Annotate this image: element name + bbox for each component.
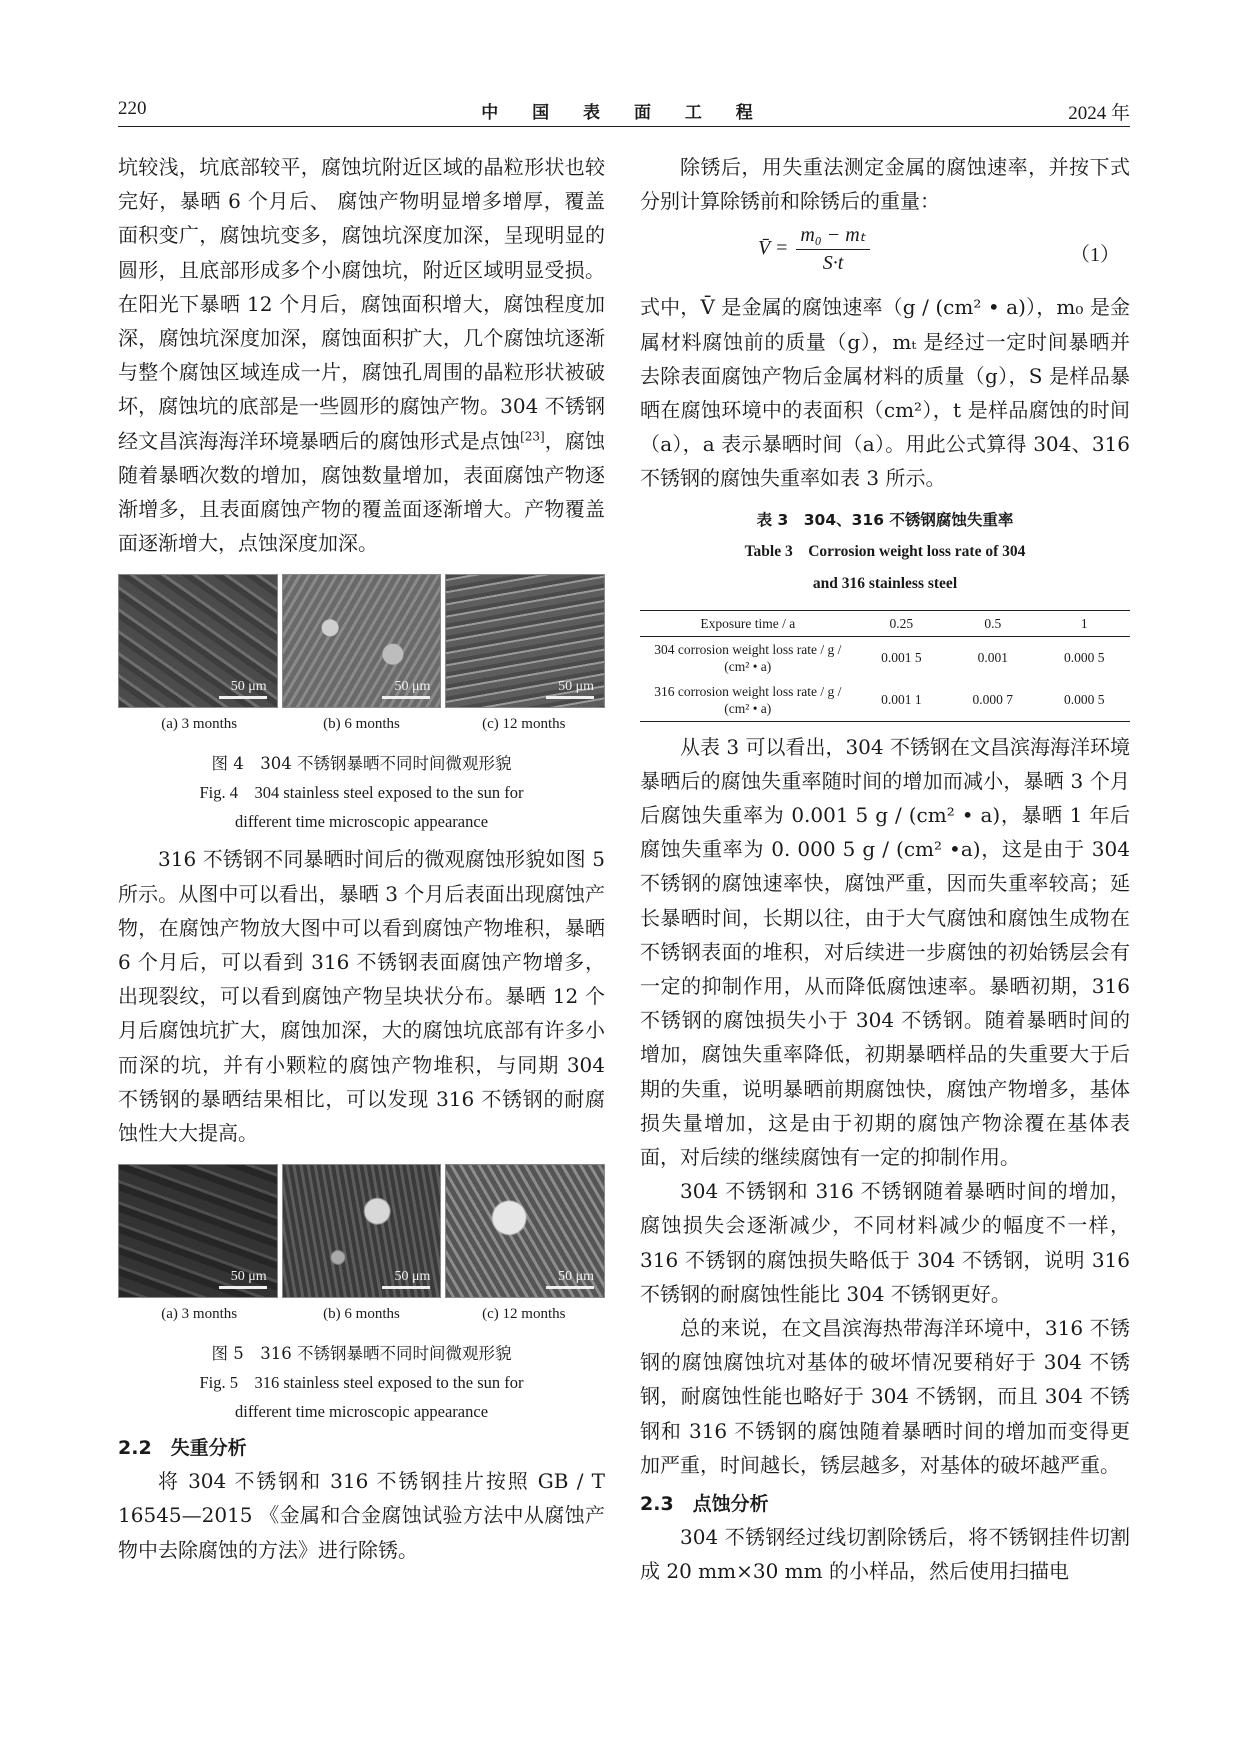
figure-4 (118, 574, 605, 836)
table-3 (640, 504, 1130, 722)
paragraph-table-analysis: 从表 3 可以看出，304 不锈钢在文昌滨海海洋环境暴晒后的腐蚀失重率随时间的增加而减小，暴晒 3 个月后腐蚀失重率为 0.001 5 g / (cm² • a)，暴晒 1 年后腐蚀失重率为 0. 000 5 g / (cm² •a)，这是由于 304 不锈钢的腐蚀速率快，腐蚀严重，因而失重率较高；延长暴晒时间，长期以往，由于大气腐蚀和腐蚀生成物在不锈钢表面的堆积，对后续进一步腐蚀的初始锈层会有一定的抑制作用，从而降低腐蚀速率。暴晒初期，316 不锈钢的腐蚀损失小于 304 不锈钢。随着暴晒时间的增加，腐蚀失重率降低，初期暴晒样品的失重要大于后期的失重，说明暴晒前期腐蚀快，腐蚀产物增多，基体损失量增加，这是由于初期的腐蚀产物涂覆在基体表面，对后续的继续腐蚀有一定的抑制作用。 (640, 734, 1130, 1170)
scale-bar (382, 1286, 430, 1289)
paragraph-pitting: 304 不锈钢经过线切割除锈后，将不锈钢挂件切割成 20 mm×30 mm 的小样品，然后使用扫描电 (640, 1525, 1130, 1584)
table-caption-en-2: and 316 stainless steel (812, 574, 958, 592)
table-cell: 0.000 5 (1064, 692, 1105, 708)
subcaption-b: (b) 6 months (323, 716, 400, 733)
scale-bar-label: 50 μm (230, 1269, 267, 1285)
scale-bar-label: 50 μm (230, 679, 267, 695)
scale-bar (219, 1286, 267, 1289)
subcaption-b: (b) 6 months (323, 1306, 400, 1323)
sem-image-304-6-months (282, 574, 442, 708)
subcaption-a: (a) 3 months (161, 1306, 238, 1323)
paragraph-weight-loss-method: 除锈后，用失重法测定金属的腐蚀速率，并按下式分别计算除锈前和除锈后的重量： (640, 155, 1130, 214)
paragraph-variable-definitions: 式中，V̄ 是金属的腐蚀速率（g / (cm² • a)），m₀ 是金属材料腐蚀前的质量（g），mₜ 是经过一定时间暴晒并去除表面腐蚀产物后金属材料的质量（g），S 是样品暴晒在腐蚀环境中的表面积（cm²），t 是样品腐蚀的时间（a），a 表示暴晒时间（a）。用此公式算得 304、316 不锈钢的腐蚀失重率如表 3 所示。 (640, 295, 1130, 491)
page-number: 220 (118, 98, 147, 119)
equation-fraction (796, 222, 869, 275)
section-heading-2-2: 2.2 失重分析 (118, 1437, 247, 1460)
table-cell: 0.000 5 (1064, 650, 1105, 666)
equation-number: （1） (1070, 244, 1120, 267)
right-column (640, 150, 1130, 1589)
citation-ref[interactable]: [23] (520, 428, 545, 443)
table-cell: 0.000 7 (972, 692, 1014, 708)
figure-5 (118, 1164, 605, 1426)
sem-image-316-12-months (445, 1164, 605, 1298)
figure-caption-en-1: Fig. 5 316 stainless steel exposed to the sun for (199, 1373, 524, 1393)
equation-denominator: S·t (822, 252, 844, 275)
scale-bar (382, 696, 430, 699)
sem-image-316-3-months (118, 1164, 278, 1298)
sem-image-304-3-months (118, 574, 278, 708)
table-caption-en-1: Table 3 Corrosion weight loss rate of 304 (744, 542, 1026, 560)
figure-caption-zh: 图 4 304 不锈钢暴晒不同时间微观形貌 (211, 754, 512, 774)
subcaption-a: (a) 3 months (161, 716, 238, 733)
paragraph-continued: 坑较浅，坑底部较平，腐蚀坑附近区域的晶粒形状也较完好，暴晒 6 个月后、 腐蚀产物明显增多增厚，覆盖面积变广，腐蚀坑变多，腐蚀坑深度加深，呈现明显的圆形，且底部形成多个小腐蚀坑，附近区域明显受损。在阳光下暴晒 12 个月后，腐蚀面积增大，腐蚀程度加深，腐蚀坑深度加深，腐蚀面积扩大，几个腐蚀坑逐渐与整个腐蚀区域连成一片，腐蚀孔周围的晶粒形状被破坏，腐蚀坑的底部是一些圆形的腐蚀产物。304 不锈钢经文昌滨海海洋环境暴晒后的腐蚀形式是点蚀[23]，腐蚀随着暴晒次数的增加，腐蚀数量增加，表面腐蚀产物逐渐增多，且表面腐蚀产物的覆盖面逐渐增大。产物覆盖面逐渐增大，点蚀深度加深。 (118, 155, 606, 556)
table-cell: 0.001 1 (881, 692, 922, 708)
paragraph-comparison: 304 不锈钢和 316 不锈钢随着暴晒时间的增加，腐蚀损失会逐渐减少，不同材料减少的幅度不一样，316 不锈钢的腐蚀损失略低于 304 不锈钢，说明 316 不锈钢的耐腐蚀性能比 304 不锈钢更好。 (640, 1179, 1130, 1306)
scale-bar-label: 50 μm (394, 1269, 431, 1285)
table-cell: 316 corrosion weight loss rate / g / (cm² • a) (654, 683, 842, 716)
paragraph-summary: 总的来说，在文昌滨海热带海洋环境中，316 不锈钢的腐蚀腐蚀坑对基体的破坏情况要稍好于 304 不锈钢，耐腐蚀性能也略好于 304 不锈钢，而且 304 不锈钢和 316 不锈钢的腐蚀随着暴晒时间的增加而变得更加严重，时间越长，锈层越多，对基体的破坏越严重。 (640, 1316, 1130, 1477)
table-header-cell: 1 (1080, 615, 1088, 631)
paragraph-316-morphology: 316 不锈钢不同暴晒时间后的微观腐蚀形貌如图 5 所示。从图中可以看出，暴晒 3 个月后表面出现腐蚀产物，在腐蚀产物放大图中可以看到腐蚀产物堆积，暴晒 6 个月后，可以看到 316 不锈钢表面腐蚀产物增多，出现裂纹，可以看到腐蚀产物呈块状分布。暴晒 12 个月后腐蚀坑扩大，腐蚀加深，大的腐蚀坑底部有许多小而深的坑，并有小颗粒的腐蚀产物堆积，与同期 304 不锈钢的暴晒结果相比，可以发现 316 不锈钢的耐腐蚀性大大提高。 (118, 847, 605, 1146)
figure-caption-en-1: Fig. 4 304 stainless steel exposed to the sun for (199, 783, 524, 803)
equation-numerator: m₀ − mₜ (796, 222, 869, 250)
running-header (118, 98, 1130, 127)
scale-bar-label: 50 μm (558, 679, 595, 695)
sem-image-316-6-months (282, 1164, 442, 1298)
table-cell: 0.001 5 (881, 650, 922, 666)
section-heading-2-3: 2.3 点蚀分析 (640, 1493, 769, 1516)
figure-caption-en-2: different time microscopic appearance (234, 812, 489, 832)
table-header-cell: 0.5 (984, 615, 1002, 631)
subcaption-c: (c) 12 months (482, 716, 566, 733)
table-header-row (640, 610, 1130, 636)
table-header-cell: Exposure time / a (700, 615, 796, 631)
table-cell: 0.001 (977, 650, 1008, 666)
publication-year: 2024 年 (1068, 103, 1130, 124)
paragraph-derusting: 将 304 不锈钢和 316 不锈钢挂片按照 GB / T 16545—2015 《金属和合金腐蚀试验方法中从腐蚀产物中去除腐蚀的方法》进行除锈。 (118, 1469, 605, 1562)
subfigure-captions (118, 716, 605, 733)
scale-bar-label: 50 μm (558, 1269, 595, 1285)
scale-bar (546, 1286, 594, 1289)
left-column (118, 150, 605, 1567)
scale-bar-label: 50 μm (394, 679, 431, 695)
scale-bar (219, 696, 267, 699)
table-row (640, 636, 1130, 679)
scale-bar (546, 696, 594, 699)
table-caption-zh: 表 3 304、316 不锈钢腐蚀失重率 (756, 510, 1014, 529)
subfigure-captions (118, 1306, 605, 1323)
equation-lhs: V̄ = (758, 237, 789, 260)
table-row (640, 679, 1130, 722)
subcaption-c: (c) 12 months (482, 1306, 566, 1323)
equation-1 (640, 218, 1130, 290)
sem-image-304-12-months (445, 574, 605, 708)
table-header-cell: 0.25 (889, 615, 914, 631)
figure-caption-zh: 图 5 316 不锈钢暴晒不同时间微观形貌 (211, 1344, 512, 1364)
weight-loss-table (640, 610, 1130, 722)
journal-name: 中 国 表 面 工 程 (481, 103, 767, 123)
table-cell: 304 corrosion weight loss rate / g / (cm² • a) (654, 641, 842, 674)
figure-caption-en-2: different time microscopic appearance (234, 1402, 489, 1422)
